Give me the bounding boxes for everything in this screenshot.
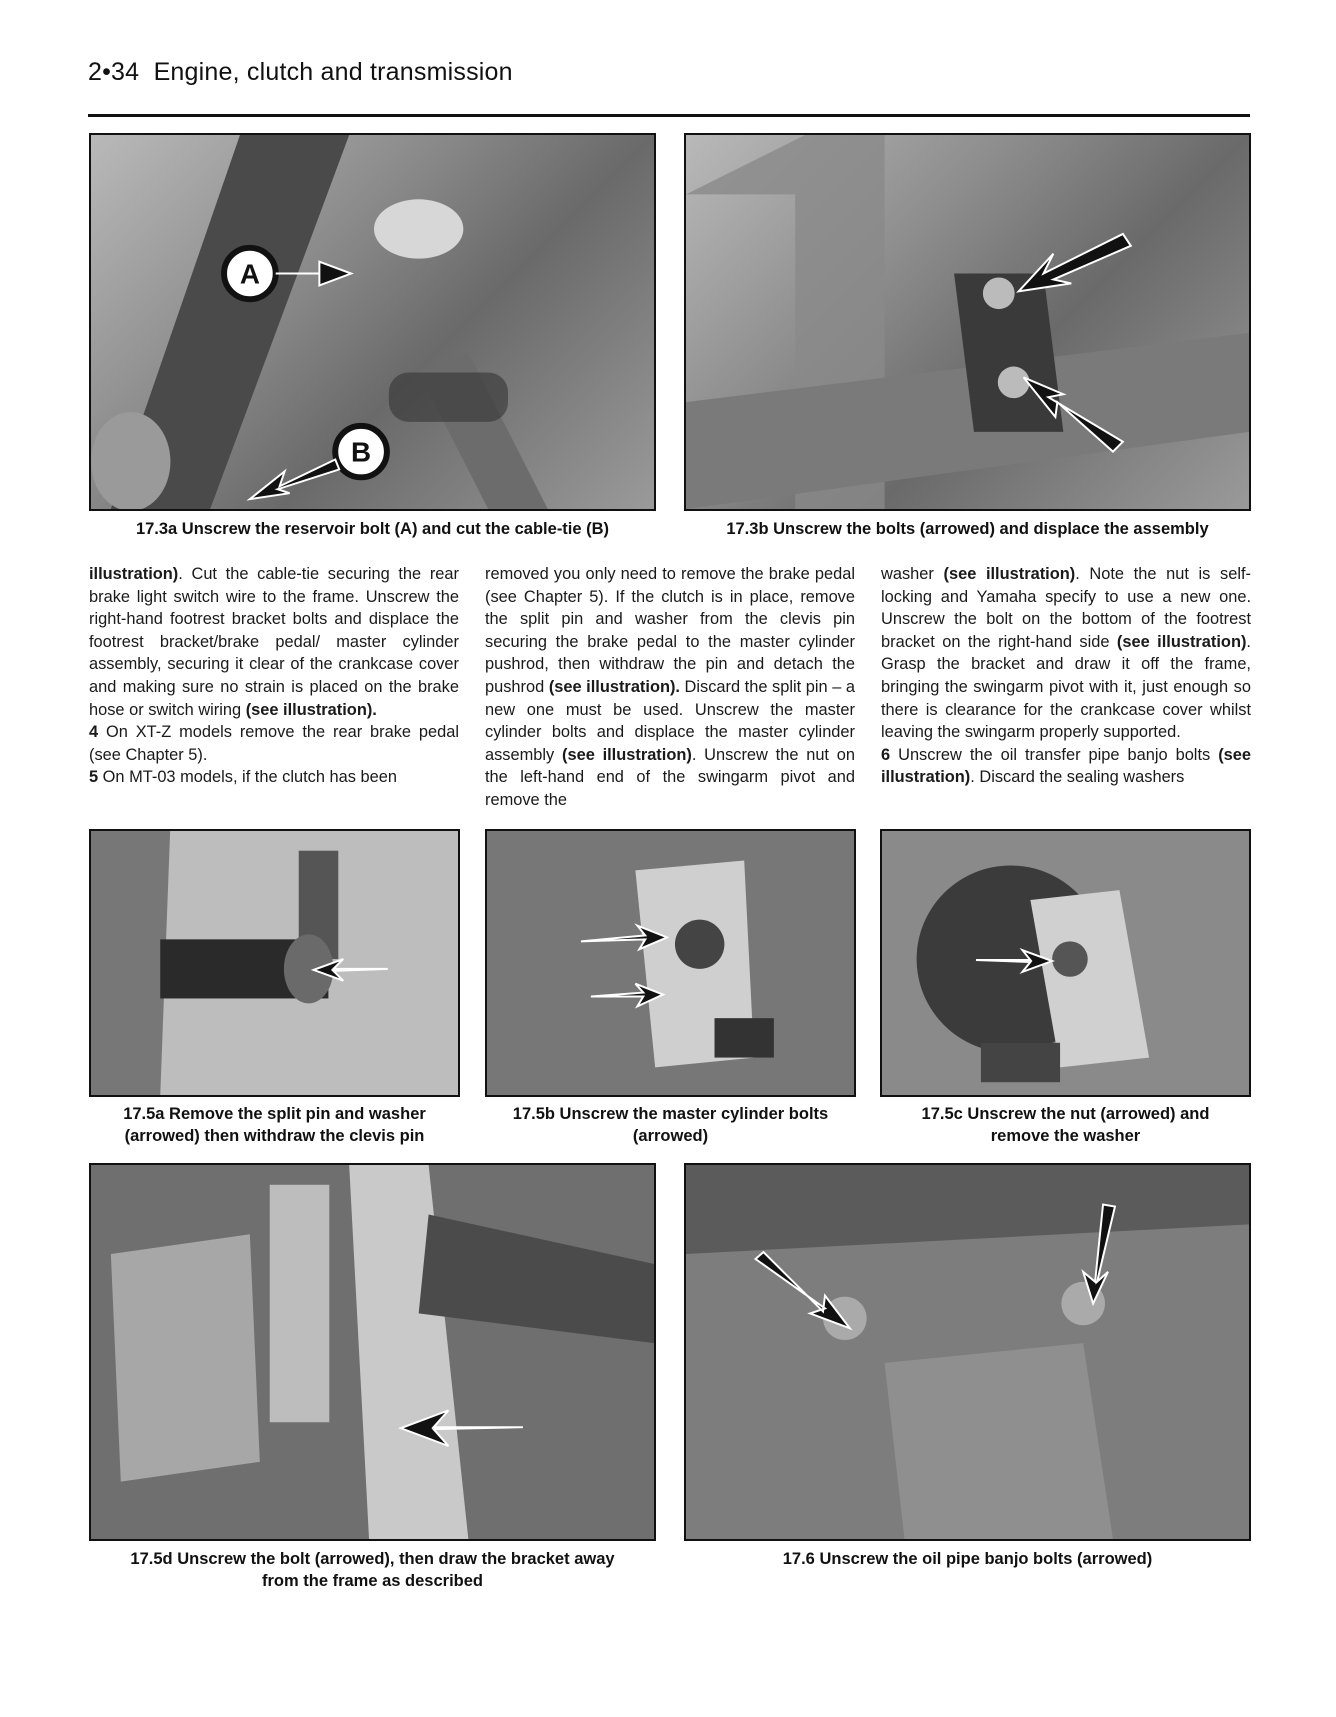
arrow-icon [882,831,1249,1095]
caption-line: 17.5b Unscrew the master cylinder bolts [512,1105,829,1123]
photo-17-5b [485,829,856,1097]
body-text: On MT-03 models, if the clutch has been [98,768,397,787]
photo-17-3b [684,133,1251,511]
bold-text: (see illustration) [943,565,1076,583]
body-text: . Grasp the bracket and draw it off the frame, bringing the swingarm pivot with it, just enough so there is clearance for the crankcase cover whilst leaving the swingarm properly supported. [881,632,1251,742]
caption-line: from the frame as described [262,1572,483,1590]
caption-17-5d [89,1548,656,1592]
photo-17-6 [684,1163,1251,1541]
body-text: . Unscrew the nut on the left-hand end of the swingarm pivot and remove the [485,745,855,809]
bold-text: (see illustration). [548,677,680,696]
caption-line: (arrowed) then withdraw the clevis pin [124,1127,425,1145]
photo-17-3a [89,133,656,511]
step-number: 5 [89,768,99,787]
arrow-icon [91,1165,654,1539]
caption-line: remove the washer [990,1127,1141,1145]
bold-text: illustration) [89,565,179,583]
caption-17-3a: 17.3a Unscrew the reservoir bolt (A) and cut the cable-tie (B) [135,520,610,538]
bold-text: (see illustration) [562,745,692,764]
body-text: removed you only need to remove the brake pedal (see Chapter 5). If the clutch is in place, remove the split pin and washer from the clevis pin securing the brake pedal to the master cylinder pushrod, then withdraw the pin and detach the pushrod [485,565,855,696]
caption-17-3b: 17.3b Unscrew the bolts (arrowed) and displace the assembly [726,520,1209,538]
bold-text: (see illustration) [881,745,1251,787]
caption-line: 17.5c Unscrew the nut (arrowed) and [921,1105,1210,1123]
caption-17-6: 17.6 Unscrew the oil pipe banjo bolts (arrowed) [782,1550,1153,1568]
svg-text:A: A [239,258,260,290]
photo-17-5d [89,1163,656,1541]
text-column-3 [881,563,1251,789]
body-text: On XT-Z models remove the rear brake pedal (see Chapter 5). [89,723,459,764]
bold-text: (see illustration) [1116,632,1247,651]
header-rule [88,114,1250,117]
arrow-icon [686,1165,1249,1539]
page-number: 2•34 [88,58,140,86]
text-column-1 [89,563,459,789]
body-text: . Cut the cable-tie securing the rear brake light switch wire to the frame. Unscrew the right-hand footrest bracket bolts and displace the footrest bracket/brake pedal/ master cylinder assembly, securing it clear of the crankcase cover and making sure no strain is placed on the brake hose or switch wiring [89,565,459,719]
bold-text: (see illustration). [245,700,377,719]
callout-b-icon [91,135,654,509]
body-text: Unscrew the oil transfer pipe banjo bolts [890,745,1219,764]
caption-17-5b [485,1103,856,1147]
caption-line: (arrowed) [632,1127,709,1145]
arrow-icon [686,135,1249,509]
step-number: 6 [881,745,891,764]
photo-17-5c [880,829,1251,1097]
step-number: 4 [89,723,99,742]
text-column-2 [485,563,855,812]
body-text: Discard the split pin – a new one must be used. Unscrew the master cylinder bolts and displace the master cylinder assembly [485,677,855,764]
svg-text:B: B [351,436,372,468]
caption-17-5a [89,1103,460,1147]
arrow-icon [91,831,458,1095]
caption-17-5c [880,1103,1251,1147]
body-text: washer [881,565,944,583]
caption-line: 17.5a Remove the split pin and washer [123,1105,426,1123]
photo-17-5a [89,829,460,1097]
caption-line: 17.5d Unscrew the bolt (arrowed), then draw the bracket away [130,1550,615,1568]
arrow-icon [487,831,854,1095]
page-header [88,58,513,87]
body-text: . Note the nut is self-locking and Yamaha specify to use a new one. Unscrew the bolt on the bottom of the footrest bracket on the right-hand side [881,565,1251,651]
chapter-title: Engine, clutch and transmission [153,58,513,86]
body-text: . Discard the sealing washers [970,768,1185,787]
